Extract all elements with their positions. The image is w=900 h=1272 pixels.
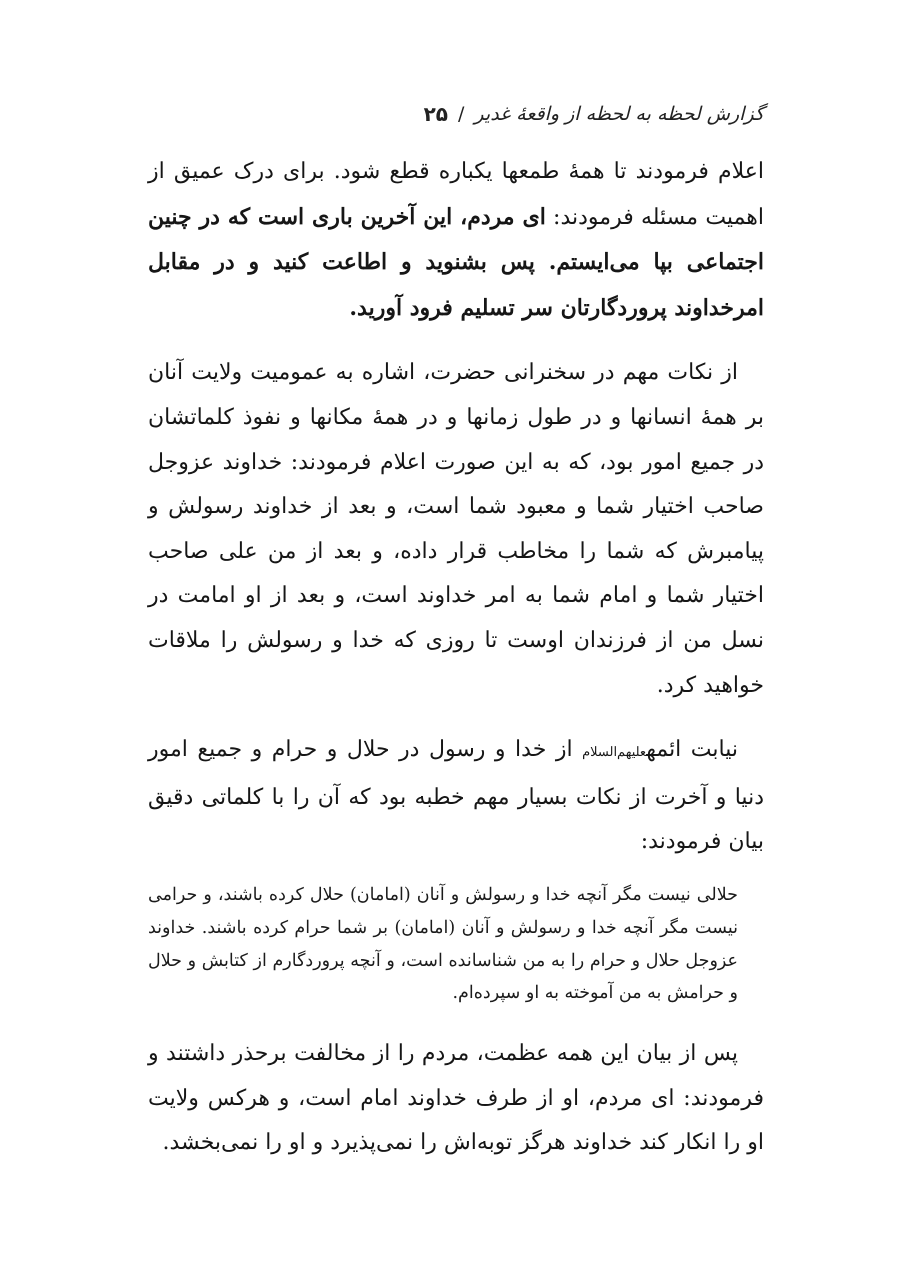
paragraph-1 — [148, 150, 764, 331]
paragraph-4: پس از بیان این همه عظمت، مردم را از مخالفت برحذر داشتند و فرمودند: ای مردم، او از طرف خداوند امام است، و هرکس ولایت او را انکار کند خداوند هرگز توبه‌اش را نمی‌پذیرد و او را نمی‌بخشد. — [148, 1041, 764, 1156]
running-header-separator: / — [458, 103, 465, 125]
paragraph-2: از نکات مهم در سخنرانی حضرت، اشاره به عمومیت ولایت آنان بر همهٔ انسانها و در طول زمانها و در همهٔ مکانها و نفوذ کلماتشان در جمیع امور بود، که به این صورت اعلام فرمودند: خداوند عزوجل صاحب اختیار شما و معبود شما است، و بعد از خداوند رسولش و پیامبرش که شما را مخاطب قرار داده، و بعد از من علی صاحب اختیار شما و امام شما به امر خداوند است، و بعد از او امامت در نسل من از فرزندان اوست تا روزی که خدا و رسولش را ملاقات خواهید کرد. — [148, 360, 764, 698]
paragraph-3 — [148, 728, 764, 865]
paragraph-1-text: اعلام فرمودند تا همهٔ طمعها یکباره قطع شود. برای درک عمیق از اهمیت مسئله فرمودند: — [148, 159, 764, 230]
page-number: ۲۵ — [423, 102, 449, 126]
running-header — [148, 94, 764, 134]
paragraph-3-text-end: از خدا و رسول در حلال و حرام و جمیع امور دنیا و آخرت از نکات بسیار مهم خطبه بود که آن را با کلماتی دقیق بیان فرمودند: — [148, 737, 764, 855]
book-page — [148, 0, 764, 1272]
running-header-title: گزارش لحظه به لحظه از واقعهٔ غدیر — [474, 103, 764, 125]
honorific: علیهم‌السلام — [582, 745, 647, 761]
body-text — [148, 150, 764, 1166]
paragraph-1-bold-quote: ای مردم، این آخرین باری است که در چنین اجتماعی بپا می‌ایستم. پس بشنوید و اطاعت کنید و در مقابل امرخداوند پروردگارتان سر تسلیم فرود آورید. — [148, 203, 764, 321]
quoted-passage: حلالی نیست مگر آنچه خدا و رسولش و آنان (امامان) حلال کرده باشند، و حرامی نیست مگر آنچه خدا و رسولش و آنان (امامان) بر شما حرام کرده باشند. خداوند عزوجل حلال و حرام را به من شناسانده است، و آنچه پروردگارم از کتابش و حلال و حرامش به من آموخته به او سپرده‌ام. — [148, 884, 738, 1004]
paragraph-3-text-start: نیابت ائمه — [646, 737, 739, 763]
